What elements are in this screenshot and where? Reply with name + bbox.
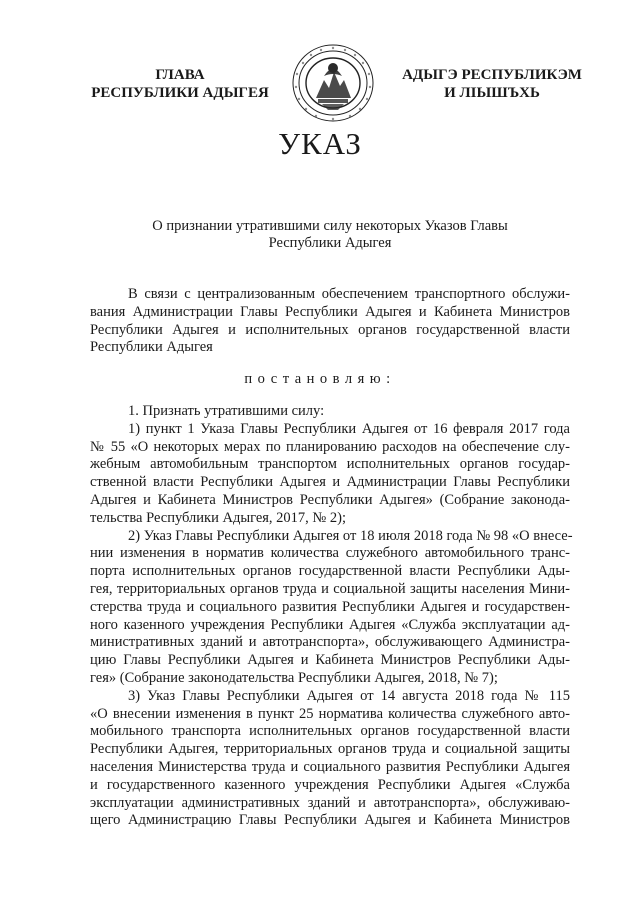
body-line: 3) Указ Главы Республики Адыгея от 14 августа 2018 года № 115 (128, 687, 570, 704)
body-line: ного казенного учреждения Республики Адыгея «Служба эксплуатации ад- (90, 616, 570, 633)
body-line: гея» (Собрание законодательства Республики Адыгея, 2018, № 7); (90, 669, 498, 686)
body-line: стерства труда и социального развития Республики Адыгея и государствен- (90, 598, 570, 615)
body-line: эксплуатации административных зданий и автотранспорта», обслуживаю- (90, 794, 570, 811)
body-line: нии изменения в норматив количества служебного автомобильного транс- (90, 545, 570, 562)
decree-word: постановляю: (244, 371, 396, 387)
document-title: УКАЗ (278, 126, 362, 161)
body-line: и государственного казенного учреждения Республики Адыгея «Служба (90, 776, 570, 793)
header-right-line1: АДЫГЭ РЕСПУБЛИКЭМ (402, 67, 582, 83)
header-left-line1: ГЛАВА (155, 67, 205, 83)
preamble-line: В связи с централизованным обеспечением транспортного обслужи- (128, 286, 570, 302)
preamble-line: Республики Адыгея (90, 339, 213, 356)
subject-line: О признании утратившими силу некоторых Указов Главы (152, 218, 508, 234)
header-right (392, 66, 592, 102)
body-line: ственной власти Республики Адыгея и Администрации Главы Республики (90, 474, 570, 491)
body-line: Республики Адыгея, территориальных органов труда и социальной защиты (90, 741, 570, 758)
preamble-line: Республики Адыгея и исполнительных органов государственной власти (90, 321, 570, 338)
body-line: щего Администрацию Главы Республики Адыгея и Кабинета Министров (90, 812, 570, 829)
body-line: порта исполнительных органов государственной власти Республики Ады- (90, 563, 570, 580)
header-right-line2: И ЛІЫШЪХЬ (444, 85, 540, 101)
body-line: Адыгея и Кабинета Министров Республики Адыгея» (Собрание законода- (90, 491, 570, 508)
body-line: 2) Указ Главы Республики Адыгея от 18 июля 2018 года № 98 «О внесе- (128, 527, 573, 544)
body-line: мобильного транспорта исполнительных органов государственной власти (90, 723, 570, 740)
body-line: «О внесении изменения в пункт 25 норматива количества служебного авто- (90, 705, 570, 722)
header-left (80, 66, 280, 102)
coat-of-arms-icon (288, 42, 378, 124)
header-left-line2: РЕСПУБЛИКИ АДЫГЕЯ (91, 85, 269, 101)
body-line: министративных зданий и автотранспорта», обслуживающего Администра- (90, 634, 570, 651)
decree-subject (130, 218, 530, 252)
body-line: 1. Признать утратившими силу: (128, 403, 325, 419)
decree-body (90, 403, 573, 830)
body-line: 1) пункт 1 Указа Главы Республики Адыгея от 16 февраля 2017 года (128, 420, 570, 437)
body-line: цию Главы Республики Адыгея и Кабинета Министров Республики Ады- (90, 652, 570, 669)
body-line: гея, территориальных органов труда и социальной защиты населения Мини- (90, 580, 570, 597)
body-line: населения Министерства труда и социального развития Республики Адыгея (90, 758, 570, 775)
preamble-line: вания Администрации Главы Республики Адыгея и Кабинета Министров (90, 303, 570, 320)
body-line: № 55 «О некоторых мерах по планированию расходов на обеспечение слу- (90, 438, 570, 455)
body-line: тельства Республики Адыгея, 2017, № 2); (90, 509, 346, 526)
subject-line: Республики Адыгея (268, 235, 392, 251)
preamble (90, 286, 570, 357)
body-line: жебным автомобильным транспортом исполнительных органов государ- (90, 456, 570, 473)
